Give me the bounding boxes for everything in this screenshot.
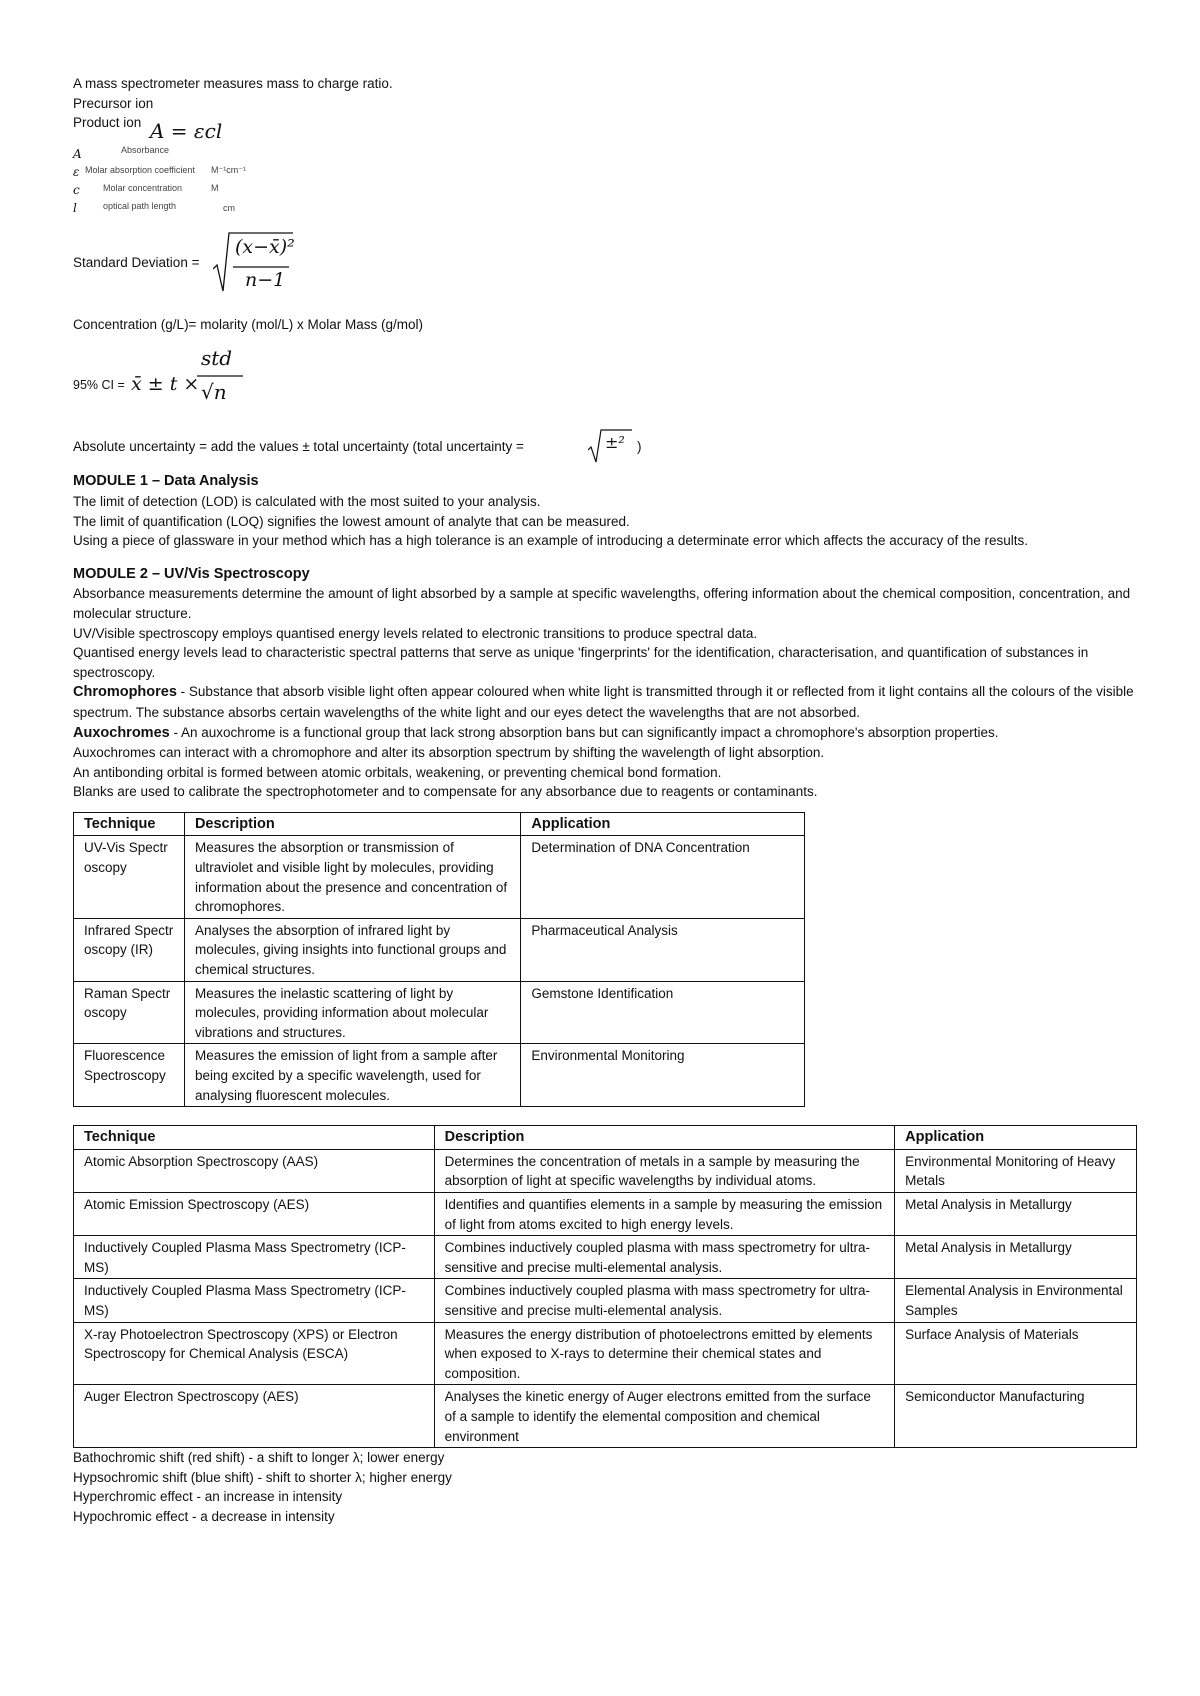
legend-symbol: c (73, 182, 80, 197)
application-cell: Gemstone Identification (521, 981, 805, 1044)
fraction-bar (197, 374, 243, 378)
technique-cell: Atomic Absorption Spectroscopy (AAS) (74, 1149, 435, 1192)
legend-symbol: ε (73, 164, 80, 179)
stdev-denominator: n−1 (245, 268, 286, 291)
table-header-cell: Technique (74, 812, 185, 836)
table-row (74, 836, 805, 918)
description-cell: Analyses the absorption of infrared light by molecules, giving insights into functional groups and chemical structures. (184, 918, 520, 981)
module2-paragraph: Absorbance measurements determine the amount of light absorbed by a sample at specific wavelengths, offering information about the chemical composition, concentration, and molecular structure. (73, 586, 1131, 621)
intro-line-3: Product ion (73, 115, 142, 131)
spectroscopy-table-2 (73, 1125, 1137, 1448)
stdev-label: Standard Deviation = (73, 254, 200, 270)
chromophores-text: - Substance that absorb visible light often appear coloured when white light is transmitted through it or reflected from it light contains all the colours of the visible spectrum. The substance absorbs certain wavelengths of the white light and our eyes detect the wavelengths that are not absorbed. (73, 684, 1134, 720)
table-row (74, 1322, 1137, 1385)
spectroscopy-table-1 (73, 812, 805, 1107)
legend-unit: M⁻¹cm⁻¹ (211, 164, 246, 175)
description-cell: Determines the concentration of metals in a sample by measuring the absorption of light at specific wavelengths by individual atoms. (434, 1149, 895, 1192)
module2-paragraph: Auxochromes can interact with a chromophore and alter its absorption spectrum by shifting the wavelength of light absorption. (73, 745, 825, 761)
ci-expression: x̄ ± t × (131, 373, 200, 396)
application-cell: Surface Analysis of Materials (895, 1322, 1137, 1385)
technique-cell: Auger Electron Spectroscopy (AES) (74, 1385, 435, 1448)
module2-heading: MODULE 2 – UV/Vis Spectroscopy (73, 565, 310, 582)
application-cell: Determination of DNA Concentration (521, 836, 805, 918)
table-header-row (74, 1126, 1137, 1150)
table-header-cell: Technique (74, 1126, 435, 1150)
table-row (74, 1044, 805, 1107)
table-header-cell: Application (895, 1126, 1137, 1150)
technique-cell: X-ray Photoelectron Spectroscopy (XPS) or Electron Spectroscopy for Chemical Analysis (ESCA) (74, 1322, 435, 1385)
concentration-formula: Concentration (g/L)= molarity (mol/L) x Molar Mass (g/mol) (73, 316, 423, 332)
technique-cell: Raman Spectroscopy (74, 981, 185, 1044)
application-cell: Environmental Monitoring (521, 1044, 805, 1107)
abs-unc-close: ) (637, 439, 642, 455)
application-cell: Metal Analysis in Metallurgy (895, 1192, 1137, 1235)
application-cell: Metal Analysis in Metallurgy (895, 1236, 1137, 1279)
table-row (74, 981, 805, 1044)
technique-cell: Fluorescence Spectroscopy (74, 1044, 185, 1107)
shift-definition: Hyperchromic effect - an increase in intensity (73, 1489, 343, 1505)
application-cell: Elemental Analysis in Environmental Samples (895, 1279, 1137, 1322)
table-header-cell: Description (184, 812, 520, 836)
absolute-uncertainty-line (73, 426, 1143, 472)
description-cell: Combines inductively coupled plasma with mass spectrometry for ultra-sensitive and precise multi-elemental analysis. (434, 1279, 895, 1322)
document-page (73, 74, 1143, 1526)
legend-desc: Molar concentration (103, 182, 183, 193)
description-cell: Measures the absorption or transmission of ultraviolet and visible light by molecules, providing information about the presence and concentration of chromophores. (184, 836, 520, 918)
description-cell: Measures the emission of light from a sample after being excited by a specific wavelength, used for analysing fluorescent molecules. (184, 1044, 520, 1107)
table-header-cell: Description (434, 1126, 895, 1150)
description-cell: Measures the energy distribution of photoelectrons emitted by elements when exposed to X-rays to determine their chemical states and composition. (434, 1322, 895, 1385)
module2-paragraph: Blanks are used to calibrate the spectrophotometer and to compensate for any absorbance due to reagents or contaminants. (73, 784, 818, 800)
stdev-numerator: (x−x̄)² (235, 235, 295, 258)
technique-cell: Atomic Emission Spectroscopy (AES) (74, 1192, 435, 1235)
standard-deviation-formula (73, 229, 1143, 299)
legend-unit: M (211, 182, 219, 193)
table-row (74, 1149, 1137, 1192)
technique-cell: UV-Vis Spectroscopy (74, 836, 185, 918)
technique-cell: Inductively Coupled Plasma Mass Spectrometry (ICP-MS) (74, 1279, 435, 1322)
module1-line: Using a piece of glassware in your method which has a high tolerance is an example of introducing a determinate error which affects the accuracy of the results. (73, 533, 1029, 549)
auxochromes-text: - An auxochrome is a functional group that lack strong absorption bans but can significantly impact a chromophore's absorption properties. (169, 724, 999, 740)
module1-line: The limit of detection (LOD) is calculated with the most suited to your analysis. (73, 493, 541, 509)
legend-symbol: l (73, 200, 77, 215)
abs-unc-root-content: ±² (605, 433, 625, 453)
intro-line-2: Precursor ion (73, 95, 154, 111)
description-cell: Combines inductively coupled plasma with mass spectrometry for ultra-sensitive and precise multi-elemental analysis. (434, 1236, 895, 1279)
module2-paragraph: An antibonding orbital is formed between atomic orbitals, weakening, or preventing chemical bond formation. (73, 764, 722, 780)
table-header-cell: Application (521, 812, 805, 836)
technique-cell: Infrared Spectroscopy (IR) (74, 918, 185, 981)
table-row (74, 1385, 1137, 1448)
table-row (74, 1279, 1137, 1322)
module1-heading: MODULE 1 – Data Analysis (73, 473, 259, 490)
description-cell: Identifies and quantifies elements in a sample by measuring the emission of light from atoms excited to high energy levels. (434, 1192, 895, 1235)
description-cell: Analyses the kinetic energy of Auger electrons emitted from the surface of a sample to identify the elemental composition and chemical environment (434, 1385, 895, 1448)
confidence-interval-formula (73, 334, 1143, 426)
chromophores-paragraph (73, 682, 1143, 722)
ci-denominator: √n (201, 380, 227, 405)
legend-desc: Absorbance (121, 144, 170, 155)
intro-line-1: A mass spectrometer measures mass to charge ratio. (73, 76, 393, 91)
legend-desc: Molar absorption coefficient (85, 164, 195, 175)
description-cell: Measures the inelastic scattering of light by molecules, providing information about molecular vibrations and structures. (184, 981, 520, 1044)
table-row (74, 1236, 1137, 1279)
module1-line: The limit of quantification (LOQ) signifies the lowest amount of analyte that can be measured. (73, 513, 630, 529)
module2-paragraph: Quantised energy levels lead to characteristic spectral patterns that serve as unique 'fingerprints' for the identification, characterisation, and quantification of substances in spectroscopy. (73, 645, 1089, 680)
technique-cell: Inductively Coupled Plasma Mass Spectrometry (ICP-MS) (74, 1236, 435, 1279)
beer-lambert-equation: A = εcl (150, 118, 223, 143)
application-cell: Environmental Monitoring of Heavy Metals (895, 1149, 1137, 1192)
shift-definition: Hypsochromic shift (blue shift) - shift to shorter λ; higher energy (73, 1469, 452, 1485)
chromophores-term: Chromophores (73, 684, 177, 701)
table-row (74, 918, 805, 981)
legend-unit: cm (223, 202, 235, 213)
application-cell: Pharmaceutical Analysis (521, 918, 805, 981)
auxochromes-term: Auxochromes (73, 724, 170, 741)
legend-desc: optical path length (103, 200, 177, 211)
auxochromes-paragraph (73, 723, 1143, 744)
ci-label: 95% CI = (73, 378, 125, 393)
abs-unc-text: Absolute uncertainty = add the values ± total uncertainty (total uncertainty = (73, 439, 524, 455)
table-row (74, 1192, 1137, 1235)
table-header-row (74, 812, 805, 836)
module2-paragraph: UV/Visible spectroscopy employs quantised energy levels related to electronic transitions to produce spectral data. (73, 625, 758, 641)
legend-symbol: A (73, 146, 82, 161)
ci-numerator: std (201, 346, 233, 371)
application-cell: Semiconductor Manufacturing (895, 1385, 1137, 1448)
shift-definition: Hypochromic effect - a decrease in intensity (73, 1508, 335, 1524)
shift-definition: Bathochromic shift (red shift) - a shift to longer λ; lower energy (73, 1450, 445, 1466)
